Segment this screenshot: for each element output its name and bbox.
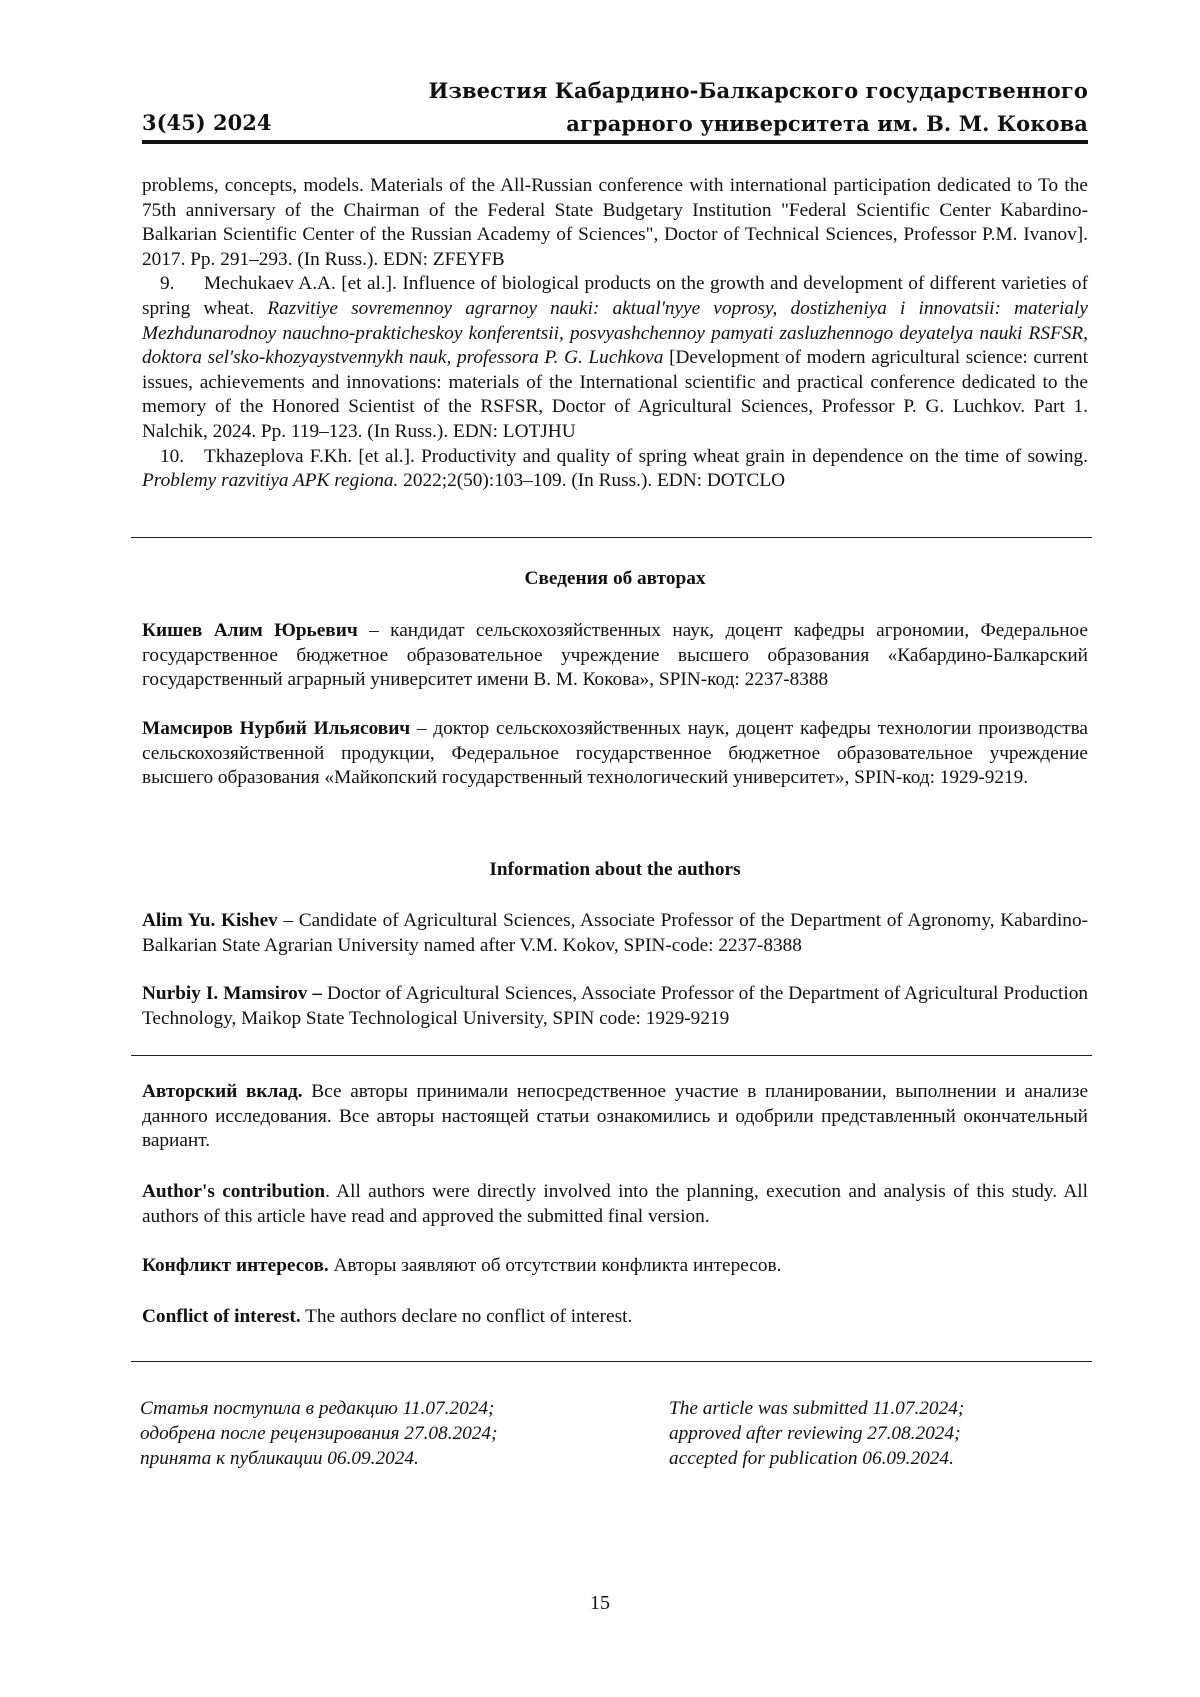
author-details: Doctor of Agricultural Sciences, Associate Professor of the Department of Agricultural Production Technology, Maikop State Technological University, SPIN code: 1929-9219 <box>142 983 1089 1029</box>
date-line: accepted for publication 06.09.2024. <box>669 1448 954 1469</box>
journal-title-line2: аграрного университета им. В. М. Кокова <box>566 111 1088 136</box>
reference-tail: 2022;2(50):103–109. (In Russ.). EDN: DOTCLO <box>403 470 786 492</box>
date-line: Статья поступила в редакцию 11.07.2024; <box>140 1398 495 1419</box>
reference-lead: Mechukaev A.A. [et al.]. Influence of biological products on the growth and development of different varieties of spring wheat. <box>142 273 1088 319</box>
reference-number: 10. <box>160 445 185 467</box>
statement-label: Author's contribution <box>142 1181 326 1202</box>
journal-title-line1: Известия Кабардино-Балкарского государственного <box>428 78 1088 103</box>
date-line: The article was submitted 11.07.2024; <box>669 1398 965 1419</box>
conflict-ru <box>142 1254 1088 1279</box>
dates-en <box>669 1396 1089 1471</box>
reference-number: 9. <box>160 273 175 295</box>
author-details: – Candidate of Agricultural Sciences, Associate Professor of the Department of Agronomy, Kabardino-Balkarian State Agrarian University named after V.M. Kokov, SPIN-code: 2237-8388 <box>142 910 1088 956</box>
page-number: 15 <box>590 1592 610 1614</box>
conflict-en <box>142 1305 1088 1330</box>
authors-ru-heading: Сведения об авторах <box>524 568 706 589</box>
statement-text: . All authors were directly involved into the planning, execution and analysis of this study. All authors of this article have read and approved the submitted final version. <box>142 1181 1088 1227</box>
header-rule <box>142 140 1088 144</box>
reference-item <box>142 445 1088 494</box>
statement-text: Авторы заявляют об отсутствии конфликта интересов. <box>328 1255 782 1276</box>
author-name: Nurbiy I. Mamsirov – <box>142 983 323 1004</box>
author-entry-en <box>142 982 1088 1031</box>
statement-label: Конфликт интересов. <box>142 1255 329 1276</box>
issue-number: 3(45) 2024 <box>142 110 272 135</box>
date-line: принята к публикации 06.09.2024. <box>140 1448 419 1469</box>
author-name: Alim Yu. Kishev <box>142 910 278 931</box>
statement-label: Авторский вклад. <box>142 1081 303 1102</box>
date-line: approved after reviewing 27.08.2024; <box>669 1423 961 1444</box>
section-divider <box>131 537 1092 538</box>
section-divider <box>131 1361 1092 1362</box>
dates-ru <box>140 1396 610 1471</box>
running-header <box>142 66 1088 146</box>
author-entry-ru <box>142 717 1088 791</box>
author-name: Мамсиров Нурбий Ильясович <box>142 718 411 739</box>
reference-tail: [Development of modern agricultural science: current issues, achievements and innovations: materials of the International scientific and practical conference dedicated to the memory of the Honored Scientist of the RSFSR, Doctor of Agricultural Sciences, Professor P. G. Luchkov. Part 1. Nalchik, 2024. Pp. 119–123. (In Russ.). EDN: LOTJHU <box>142 347 1089 442</box>
reference-item <box>142 272 1088 444</box>
author-entry-en <box>142 909 1088 958</box>
journal-title <box>429 74 1089 140</box>
reference-continuation: problems, concepts, models. Materials of the All-Russian conference with international participation dedicated to To the 75th anniversary of the Chairman of the Federal State Budgetary Institution "Federal Scientific Center Kabardino-Balkarian Scientific Center of the Russian Academy of Sciences", Doctor of Technical Sciences, Professor P.M. Ivanov]. 2017. Pp. 291–293. (In Russ.). EDN: ZFEYFB <box>142 175 1088 270</box>
author-details: – доктор сельскохозяйственных наук, доцент кафедры технологии производства сельскохозяйственной продукции, Федеральное государственное бюджетное образовательное учреждение высшего образования «Майкопский государственный технологический университет», SPIN-код: 1929-9219. <box>142 718 1088 789</box>
contribution-ru <box>142 1080 1088 1154</box>
author-details: – кандидат сельскохозяйственных наук, доцент кафедры агрономии, Федеральное государственное бюджетное образовательное учреждение высшего образования «Кабардино-Балкарский государственный аграрный университет имени В. М. Кокова», SPIN-код: 2237-8388 <box>142 620 1088 691</box>
author-entry-ru <box>142 619 1088 693</box>
references-list <box>142 174 1088 494</box>
authors-en-heading: Information about the authors <box>489 859 741 880</box>
statement-text: Все авторы принимали непосредственное участие в планировании, выполнении и анализе данного исследования. Все авторы настоящей статьи ознакомились и одобрили представленный окончательный вариант. <box>142 1081 1089 1152</box>
author-name: Кишев Алим Юрьевич <box>142 620 358 641</box>
reference-source: Problemy razvitiya APK regiona. <box>142 470 399 492</box>
reference-lead: Tkhazeplova F.Kh. [et al.]. Productivity and quality of spring wheat grain in dependence on the time of sowing. <box>204 445 1088 467</box>
contribution-en <box>142 1180 1088 1229</box>
section-divider <box>131 1055 1092 1056</box>
reference-source: Razvitiye sovremennoy agrarnoy nauki: aktual'nyye voprosy, dostizheniya i innovatsii: materialy Mezhdunarodnoy nauchno-prakticheskoy konferentsii, posvyashchennoy pamyati zasluzhennogo deyatelya nauki RSFSR, doktora sel'sko-khozyaystvennykh nauk, professora P. G. Luchkova <box>142 297 1088 369</box>
statement-label: Conflict of interest. <box>142 1306 301 1327</box>
statement-text: The authors declare no conflict of interest. <box>300 1306 633 1327</box>
date-line: одобрена после рецензирования 27.08.2024; <box>140 1423 498 1444</box>
